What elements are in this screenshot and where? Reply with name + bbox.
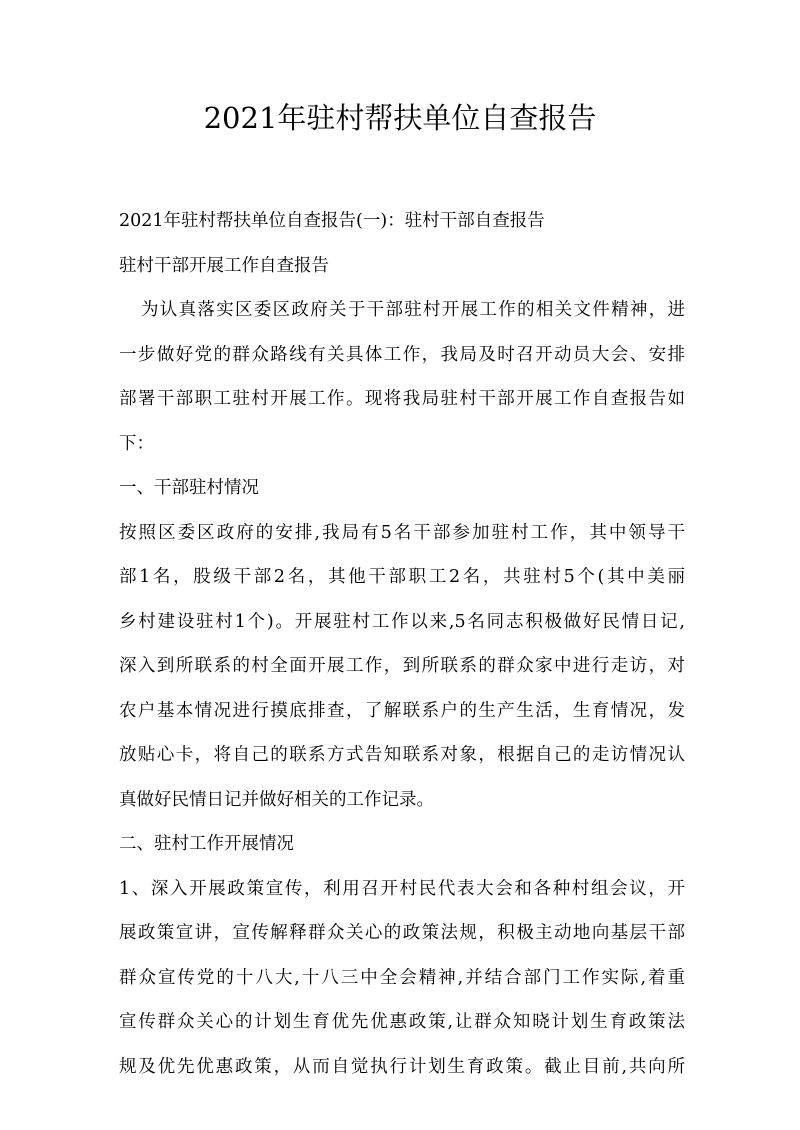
- paragraph-line: 部署干部职工驻村开展工作。现将我局驻村干部开展工作自查报告如: [119, 389, 685, 409]
- paragraph-line: 一步做好党的群众路线有关具体工作，我局及时召开动员大会、安排: [119, 345, 685, 365]
- paragraph-line: 农户基本情况进行摸底排查，了解联系户的生产生活，生育情况，发: [119, 701, 685, 721]
- document-title: 2021年驻村帮扶单位自查报告: [203, 101, 597, 135]
- paragraph-line: 宣传群众关心的计划生育优先优惠政策,让群众知晓计划生育政策法: [119, 1012, 685, 1032]
- paragraph-line: 深入到所联系的村全面开展工作，到所联系的群众家中进行走访，对: [119, 656, 685, 676]
- paragraph-line: 展政策宣讲，宣传解释群众关心的政策法规，积极主动地向基层干部: [119, 923, 685, 943]
- paragraph-line: 放贴心卡，将自己的联系方式告知联系对象，根据自己的走访情况认: [119, 745, 685, 765]
- paragraph-line: 1、深入开展政策宣传，利用召开村民代表大会和各种村组会议，开: [119, 879, 685, 899]
- section-heading: 二、驻村工作开展情况: [119, 834, 294, 854]
- paragraph-line: 下：: [119, 434, 154, 454]
- subtitle-line: 2021年驻村帮扶单位自查报告(一)：驻村干部自查报告: [119, 211, 545, 231]
- section-heading: 一、干部驻村情况: [119, 478, 259, 498]
- paragraph-line: 规及优先优惠政策，从而自觉执行计划生育政策。截止目前,共向所: [119, 1057, 685, 1077]
- paragraph-line: 部1名，股级干部2名，其他干部职工2名，共驻村5个(其中美丽: [119, 567, 685, 587]
- report-heading: 驻村干部开展工作自查报告: [119, 256, 329, 276]
- paragraph-line: 为认真落实区委区政府关于干部驻村开展工作的相关文件精神，进: [141, 300, 685, 320]
- paragraph-line: 群众宣传党的十八大,十八三中全会精神,并结合部门工作实际,着重: [119, 968, 685, 988]
- paragraph-line: 按照区委区政府的安排,我局有5名干部参加驻村工作，其中领导干: [119, 523, 685, 543]
- paragraph-line: 乡村建设驻村1个)。开展驻村工作以来,5名同志积极做好民情日记,: [119, 612, 685, 632]
- paragraph-line: 真做好民情日记并做好相关的工作记录。: [119, 790, 434, 810]
